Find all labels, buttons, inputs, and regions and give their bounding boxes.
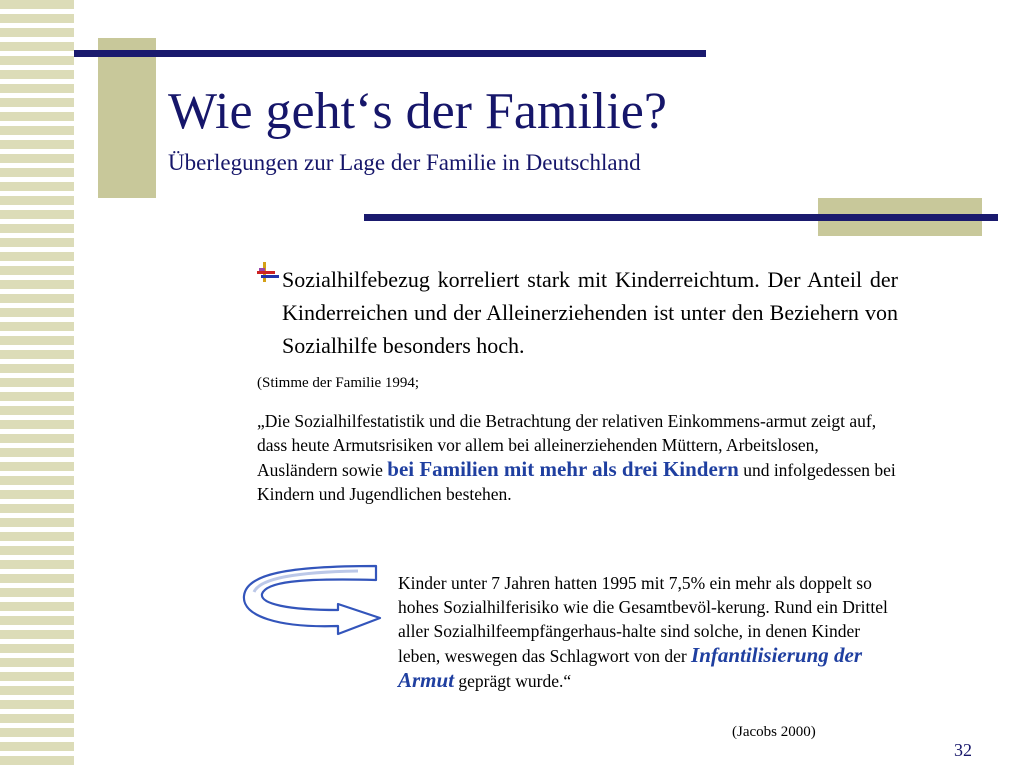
bullet-marker-icon bbox=[257, 262, 279, 286]
quote-text-start: „Die Sozialhilfestatistik und die Betrachtung der relativen Einkommens-armut zeigt auf, dass heute Armutsrisiken vor allem bei alleinerziehenden Müttern, Arbeitslosen, Ausländern sowie bbox=[257, 411, 877, 480]
navy-bar-right bbox=[364, 214, 998, 221]
navy-bar-top bbox=[74, 50, 706, 57]
source-citation-2: (Jacobs 2000) bbox=[732, 724, 816, 740]
page-number: 32 bbox=[954, 740, 972, 760]
statistic-paragraph bbox=[398, 571, 898, 693]
slide-subtitle: Überlegungen zur Lage der Familie in Deutschland bbox=[168, 150, 641, 175]
quote-highlight: bei Familien mit mehr als drei Kindern bbox=[387, 457, 739, 481]
decorative-stripes bbox=[0, 0, 74, 768]
slide-title: Wie geht‘s der Familie? bbox=[168, 83, 667, 140]
box-text-start: Kinder unter 7 Jahren hatten 1995 mit 7,5% ein mehr als doppelt so hohes Sozialhilferisiko wie die Gesamtbevöl-kerung. Rund ein Drittel aller Sozialhilfeempfängerhaus-halte sind solche, in denen Kinder leben, weswegen das Schlagwort von der bbox=[398, 573, 888, 666]
quote-paragraph bbox=[257, 409, 897, 506]
box-text-end: geprägt wurde.“ bbox=[454, 671, 572, 691]
curved-arrow-icon bbox=[238, 560, 386, 642]
box-highlight: Infantilisierung der Armut bbox=[398, 643, 863, 692]
quote-text-end: und infolgedessen bei Kindern und Jugendlichen bestehen. bbox=[257, 460, 896, 504]
olive-block-top bbox=[98, 38, 156, 198]
source-citation-1: (Stimme der Familie 1994; bbox=[257, 375, 420, 391]
bullet-text: Sozialhilfebezug korreliert stark mit Kinderreichtum. Der Anteil der Kinderreichen und der Alleinerziehenden ist unter den Beziehern von Sozialhilfe besonders hoch. bbox=[282, 267, 898, 358]
